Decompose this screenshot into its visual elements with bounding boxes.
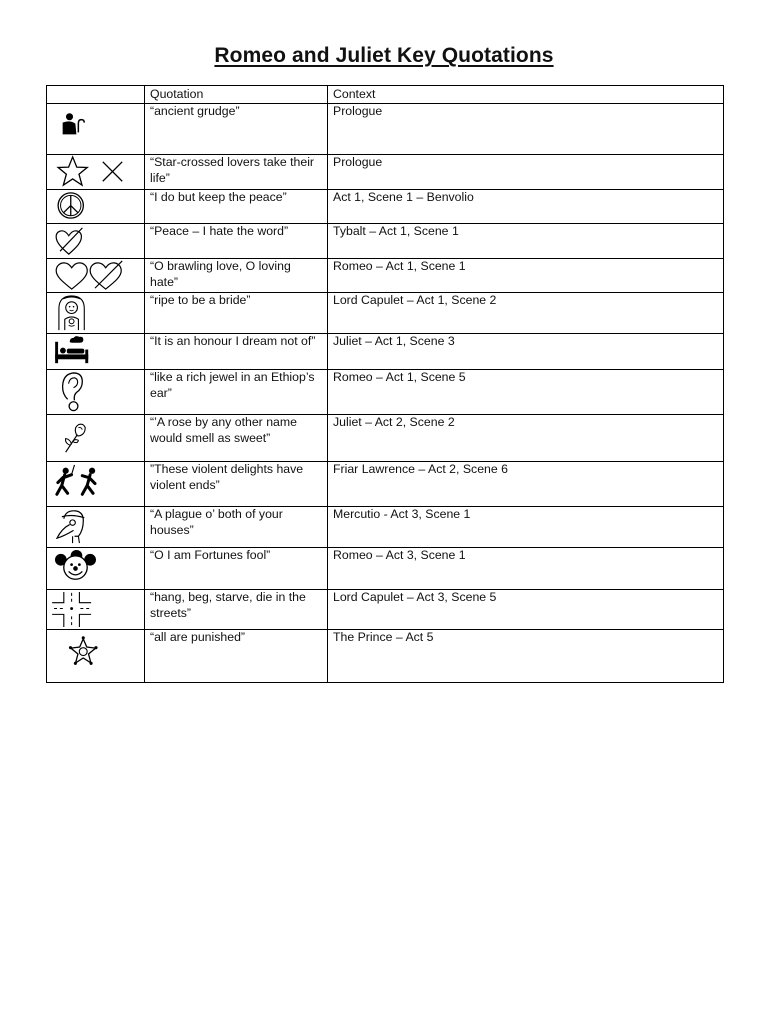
table-row — [47, 507, 724, 548]
quotation-cell: “ancient grudge” — [145, 104, 328, 155]
icon-cell — [47, 334, 145, 370]
table-row — [47, 190, 724, 224]
icon-cell — [47, 190, 145, 224]
context-cell: Act 1, Scene 1 – Benvolio — [328, 190, 724, 224]
quotation-cell: “I do but keep the peace” — [145, 190, 328, 224]
table-row — [47, 334, 724, 370]
context-cell: Tybalt – Act 1, Scene 1 — [328, 224, 724, 259]
header-row — [47, 86, 724, 104]
quotation-cell: “Star-crossed lovers take their life” — [145, 155, 328, 190]
sleeping-bed-icon — [47, 334, 144, 369]
table-row — [47, 104, 724, 155]
table-row — [47, 462, 724, 507]
table-row — [47, 293, 724, 334]
table-row — [47, 155, 724, 190]
fighting-people-icon — [47, 462, 144, 506]
table-row — [47, 590, 724, 630]
quotation-cell: “It is an honour I dream not of” — [145, 334, 328, 370]
quotation-cell: “ripe to be a bride” — [145, 293, 328, 334]
context-cell: Juliet – Act 2, Scene 2 — [328, 415, 724, 462]
context-cell: The Prince – Act 5 — [328, 630, 724, 683]
hearts-icon — [47, 259, 144, 292]
quotation-cell: “O I am Fortunes fool” — [145, 548, 328, 590]
table-row — [47, 548, 724, 590]
quotation-cell: “all are punished” — [145, 630, 328, 683]
icon-cell — [47, 104, 145, 155]
context-cell: Romeo – Act 3, Scene 1 — [328, 548, 724, 590]
icon-cell — [47, 507, 145, 548]
quotation-cell: “A plague o’ both of your houses” — [145, 507, 328, 548]
table-row — [47, 370, 724, 415]
document-title: Romeo and Juliet Key Quotations — [214, 44, 554, 67]
icon-cell — [47, 590, 145, 630]
icon-cell — [47, 370, 145, 415]
bride-icon — [47, 293, 144, 333]
ear-earring-icon — [47, 370, 144, 414]
header-quotation: Quotation — [145, 86, 328, 104]
icon-cell — [47, 259, 145, 293]
star-cross-icon — [47, 155, 144, 189]
quotation-cell: “’A rose by any other name would smell as sweet” — [145, 415, 328, 462]
context-cell: Romeo – Act 1, Scene 5 — [328, 370, 724, 415]
context-cell: Mercutio - Act 3, Scene 1 — [328, 507, 724, 548]
context-cell: Lord Capulet – Act 3, Scene 5 — [328, 590, 724, 630]
icon-cell — [47, 548, 145, 590]
icon-cell — [47, 415, 145, 462]
table-row — [47, 259, 724, 293]
quotation-cell: “like a rich jewel in an Ethiop’s ear” — [145, 370, 328, 415]
header-context: Context — [328, 86, 724, 104]
context-cell: Friar Lawrence – Act 2, Scene 6 — [328, 462, 724, 507]
sheriff-badge-icon — [47, 630, 144, 682]
quotation-cell: “Peace – I hate the word” — [145, 224, 328, 259]
icon-cell — [47, 462, 145, 507]
icon-cell — [47, 293, 145, 334]
context-cell: Lord Capulet – Act 1, Scene 2 — [328, 293, 724, 334]
context-cell: Romeo – Act 1, Scene 1 — [328, 259, 724, 293]
rose-icon — [47, 415, 144, 461]
old-man-cane-icon — [47, 104, 144, 154]
context-cell: Prologue — [328, 104, 724, 155]
peace-symbol-icon — [47, 190, 144, 223]
crossed-heart-icon — [47, 224, 144, 258]
plague-doctor-icon — [47, 507, 144, 547]
quotation-cell: “O brawling love, O loving hate” — [145, 259, 328, 293]
crossroads-icon — [47, 590, 144, 629]
icon-cell — [47, 224, 145, 259]
header-icon — [47, 86, 145, 104]
context-cell: Prologue — [328, 155, 724, 190]
table-row — [47, 415, 724, 462]
context-cell: Juliet – Act 1, Scene 3 — [328, 334, 724, 370]
quotation-cell: ”These violent delights have violent ends” — [145, 462, 328, 507]
quotations-table — [46, 85, 724, 683]
icon-cell — [47, 630, 145, 683]
clown-face-icon — [47, 548, 144, 589]
table-row — [47, 630, 724, 683]
table-row — [47, 224, 724, 259]
icon-cell — [47, 155, 145, 190]
quotation-cell: “hang, beg, starve, die in the streets” — [145, 590, 328, 630]
